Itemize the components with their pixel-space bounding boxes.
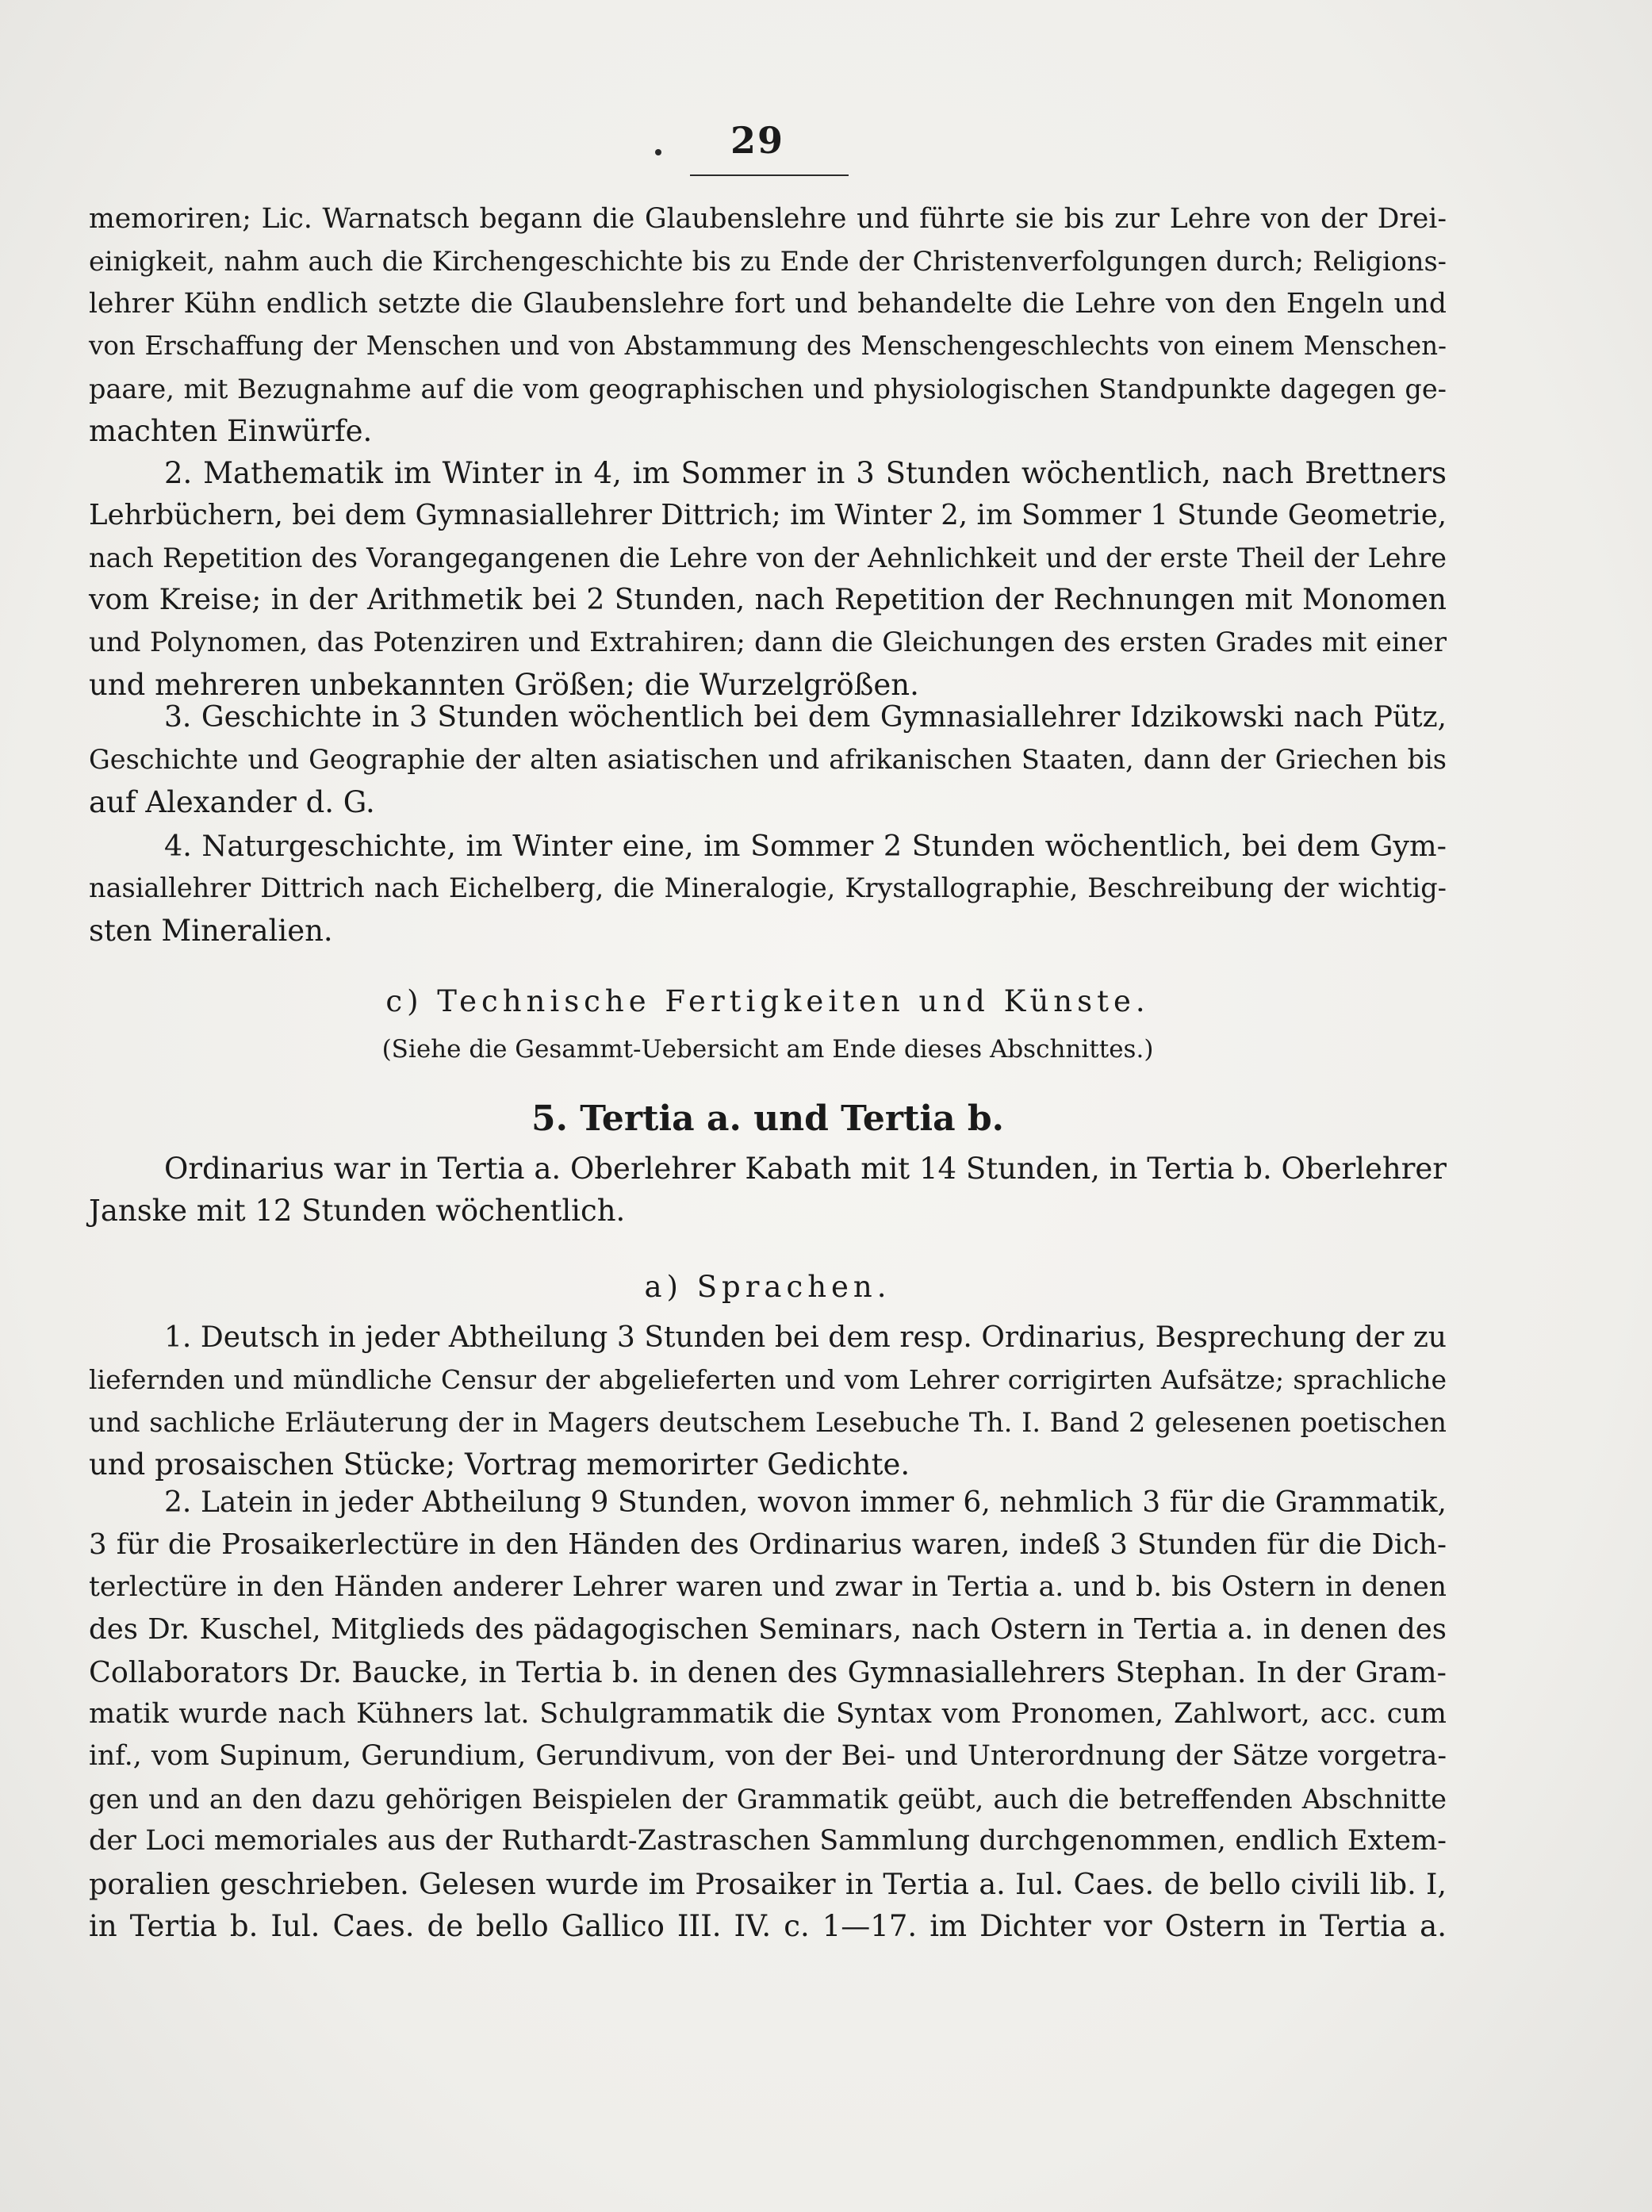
text-line: lehrer Kühn endlich setzte die Glaubenslehre fort und behandelte die Lehre von den Engeln und [89,287,1447,320]
text-line: Lehrbüchern, bei dem Gymnasiallehrer Dittrich; im Winter 2, im Sommer 1 Stunde Geometrie, [89,499,1447,532]
text-line: gen und an den dazu gehörigen Beispielen der Grammatik geübt, auch die betreffenden Abschnitte [89,1783,1447,1815]
paragraph-geschichte [89,696,1447,823]
text-line: 1. Deutsch in jeder Abtheilung 3 Stunden bei dem resp. Ordinarius, Besprechung der zu [164,1321,1447,1354]
text-line: memoriren; Lic. Warnatsch begann die Glaubenslehre und führte sie bis zur Lehre von der Drei- [89,203,1447,235]
paragraph-naturgeschichte [89,825,1447,952]
text-line: 2. Latein in jeder Abtheilung 9 Stunden, wovon immer 6, nehmlich 3 für die Grammatik, [164,1486,1447,1519]
subsection-heading-tertia: 5. Tertia a. und Tertia b. [531,1098,1005,1139]
text-line: vom Kreise; in der Arithmetik bei 2 Stunden, nach Repetition der Rechnungen mit Monomen [89,584,1447,617]
page-number: 29 [730,119,784,162]
text-line: nasiallehrer Dittrich nach Eichelberg, die Mineralogie, Krystallographie, Beschreibung der wichtig- [89,872,1447,904]
paragraph-religion-continuation [89,198,1447,452]
text-line: in Tertia b. Iul. Caes. de bello Gallico III. IV. c. 1—17. im Dichter vor Ostern in Tertia a. [89,1908,1447,1943]
text-line: und mehreren unbekannten Größen; die Wurzelgrößen. [89,667,919,702]
text-line: nach Repetition des Vorangegangenen die Lehre von der Aehnlichkeit und der erste Theil der Lehre [89,542,1447,573]
text-line: einigkeit, nahm auch die Kirchengeschichte bis zu Ende der Christenverfolgungen durch; Religions- [89,246,1447,278]
header-rule [690,174,849,176]
text-line: von Erschaffung der Menschen und von Abstammung des Menschengeschlechts von einem Menschen- [89,331,1447,362]
text-line: 3. Geschichte in 3 Stunden wöchentlich bei dem Gymnasiallehrer Idzikowski nach Pütz, [164,701,1447,734]
text-line: 2. Mathematik im Winter in 4, im Sommer in 3 Stunden wöchentlich, nach Brettners [164,456,1447,490]
text-line: der Loci memoriales aus der Ruthardt-Zastraschen Sammlung durchgenommen, endlich Extem- [89,1825,1447,1857]
text-line: und sachliche Erläuterung der in Magers deutschem Lesebuche Th. I. Band 2 gelesenen poetischen [89,1406,1447,1438]
paragraph-deutsch [89,1317,1447,1486]
text-line: sten Mineralien. [89,913,333,948]
text-line: matik wurde nach Kühners lat. Schulgrammatik die Syntax vom Pronomen, Zahlwort, acc. cum [89,1697,1447,1730]
paragraph-mathematik [89,452,1447,706]
text-line: liefernden und mündliche Censur der abgelieferten und vom Lehrer corrigirten Aufsätze; sprachliche [89,1364,1447,1396]
text-line: Janske mit 12 Stunden wöchentlich. [89,1194,626,1229]
text-line: und prosaischen Stücke; Vortrag memorirter Gedichte. [89,1447,910,1482]
text-line: terlectüre in den Händen anderer Lehrer waren und zwar in Tertia a. und b. bis Ostern in denen [89,1570,1447,1603]
header-dot [655,149,661,155]
section-heading-technische-fertigkeiten: c) Technische Fertigkeiten und Künste. [385,984,1150,1018]
text-line: des Dr. Kuschel, Mitglieds des pädagogischen Seminars, nach Ostern in Tertia a. in denen des [89,1613,1447,1647]
text-line: poralien geschrieben. Gelesen wurde im Prosaiker in Tertia a. Iul. Caes. de bello civili lib. I, [89,1866,1447,1901]
text-line: und Polynomen, das Potenziren und Extrahiren; dann die Gleichungen des ersten Grades mit einer [89,626,1447,658]
text-line: inf., vom Supinum, Gerundium, Gerundivum, von der Bei- und Unterordnung der Sätze vorgetra- [89,1740,1447,1773]
text-line: Geschichte und Geographie der alten asiatischen und afrikanischen Staaten, dann der Griechen bis [89,744,1447,776]
paragraph-ordinarius [89,1148,1447,1233]
text-line: auf Alexander d. G. [89,784,375,819]
paragraph-latein [89,1482,1447,1947]
text-line: 3 für die Prosaikerlectüre in den Händen des Ordinarius waren, indeß 3 Stunden für die Dich- [89,1528,1447,1562]
section-note: (Siehe die Gesammt-Uebersicht am Ende dieses Abschnittes.) [381,1035,1154,1064]
text-line: paare, mit Bezugnahme auf die vom geographischen und physiologischen Standpunkte dagegen ge- [89,373,1447,404]
text-line: Ordinarius war in Tertia a. Oberlehrer Kabath mit 14 Stunden, in Tertia b. Oberlehrer [164,1152,1447,1186]
section-heading-sprachen: a) Sprachen. [644,1270,891,1304]
text-line: machten Einwürfe. [89,413,373,448]
text-line: Collaborators Dr. Baucke, in Tertia b. in denen des Gymnasiallehrers Stephan. In der Gram- [89,1654,1447,1689]
text-line: 4. Naturgeschichte, im Winter eine, im Sommer 2 Stunden wöchentlich, bei dem Gym- [164,829,1447,863]
